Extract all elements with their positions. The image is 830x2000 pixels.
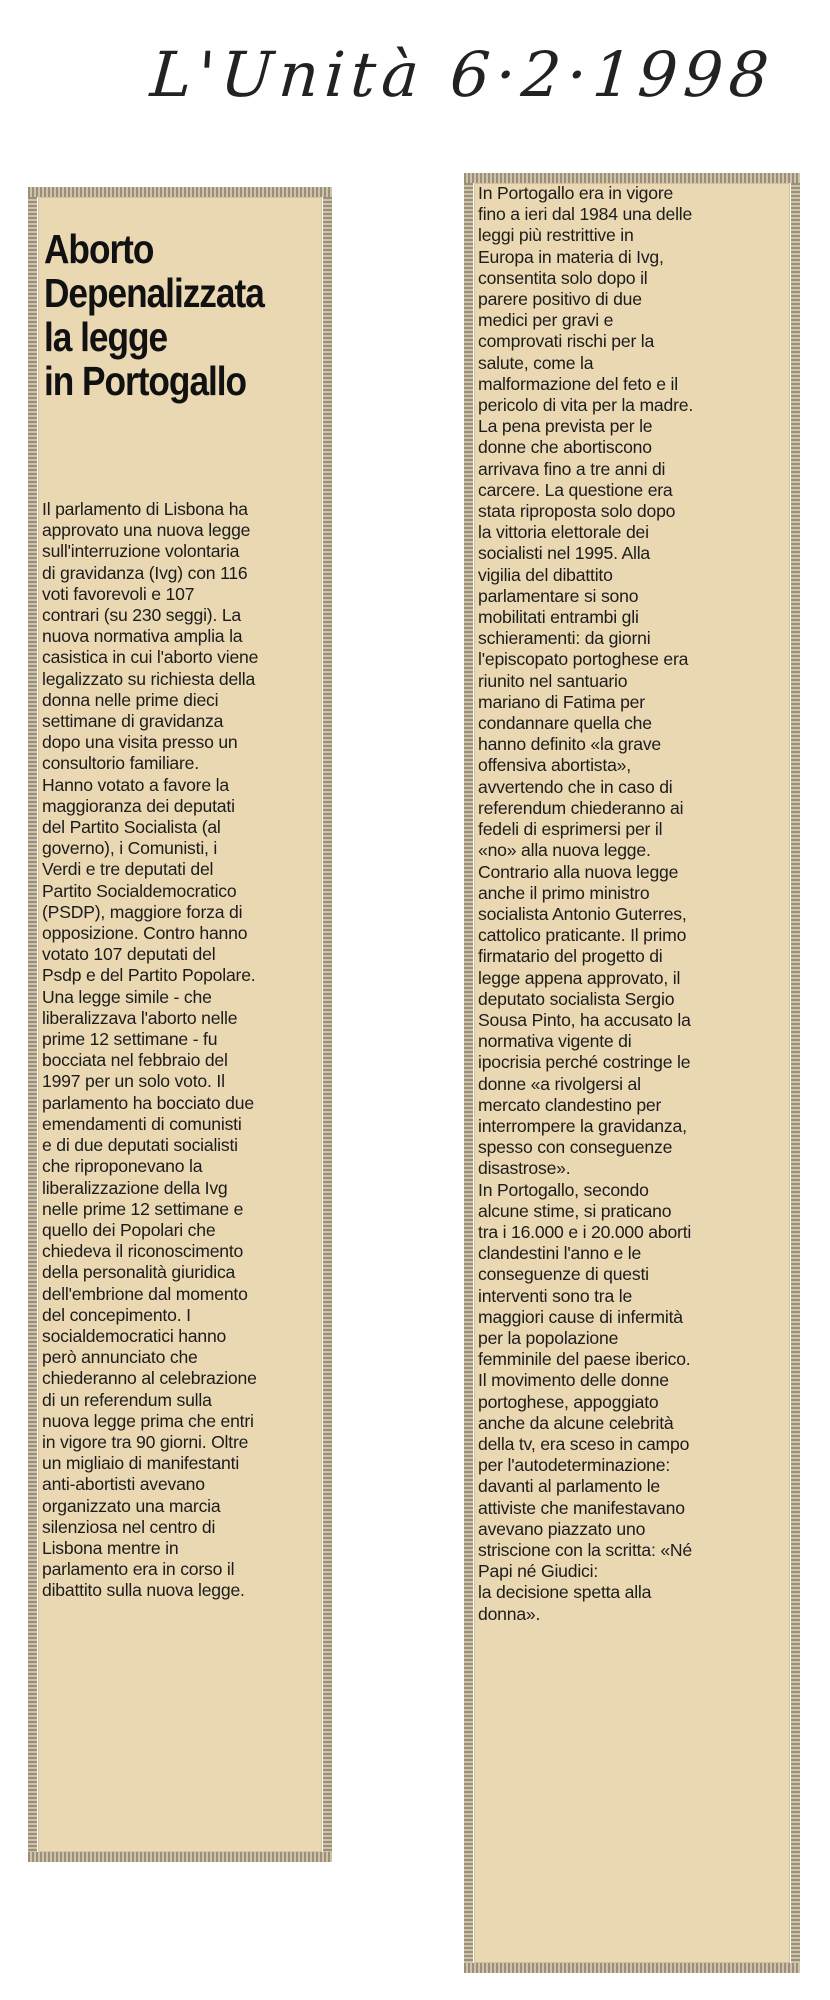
article-column-1: Il parlamento di Lisbona ha approvato una nuova legge sull'interruzione volontaria di gravidanza (Ivg) con 116 voti favorevoli e 107 contrari (su 230 seggi). La nuova normativa amplia la casistica in cui l'aborto viene legalizzato su richiesta della donna nelle prime dieci settimane di gravidanza dopo una visita presso un consultorio familiare. Hanno votato a favore la maggioranza dei deputati del Partito Socialista (al governo), i Comunisti, i Verdi e tre deputati del Partito Socialdemocratico (PSDP), maggiore forza di opposizione. Contro hanno votato 107 deputati del Psdp e del Partito Popolare. Una legge simile - che liberalizzava l'aborto nelle prime 12 settimane - fu bocciata nel febbraio del 1997 per un solo voto. Il parlamento ha bocciato due emendamenti di comunisti e di due deputati socialisti che riproponevano la liberalizzazione della Ivg nelle prime 12 settimane e quello dei Popolari che chiedeva il riconoscimento della personalità giuridica dell'embrione dal momento del concepimento. I socialdemocratici hanno però annunciato che chiederanno al celebrazione di un referendum sulla nuova legge prima che entri in vigore tra 90 giorni. Oltre un migliaio di manifestanti anti-abortisti avevano organizzato una marcia silenziosa nel centro di Lisbona mentre in parlamento era in corso il dibattito sulla nuova legge. bbox=[42, 499, 259, 1601]
article-clip-right bbox=[474, 183, 790, 1963]
clip-border-top bbox=[464, 173, 800, 183]
article-headline: Aborto Depenalizzata la legge in Portogallo bbox=[44, 226, 264, 404]
clip-border-bottom bbox=[464, 1963, 800, 1973]
article-column-2: In Portogallo era in vigore fino a ieri dal 1984 una delle leggi più restrittive in Europa in materia di Ivg, consentita solo dopo il parere positivo di due medici per gravi e comprovati rischi per la salute, come la malformazione del feto e il pericolo di vita per la madre. La pena prevista per le donne che abortiscono arrivava fino a tre anni di carcere. La questione era stata riproposta solo dopo la vittoria elettorale dei socialisti nel 1995. Alla vigilia del dibattito parlamentare si sono mobilitati entrambi gli schieramenti: da giorni l'episcopato portoghese era riunito nel santuario mariano di Fatima per condannare quella che hanno definito «la grave offensiva abortista», avvertendo che in caso di referendum chiederanno ai fedeli di esprimersi per il «no» alla nuova legge. Contrario alla nuova legge anche il primo ministro socialista Antonio Guterres, cattolico praticante. Il primo firmatario del progetto di legge appena approvato, il deputato socialista Sergio Sousa Pinto, ha accusato la normativa vigente di ipocrisia perché costringe le donne «a rivolgersi al mercato clandestino per interrompere la gravidanza, spesso con conseguenze disastrose». In Portogallo, secondo alcune stime, si praticano tra i 16.000 e i 20.000 aborti clandestini l'anno e le conseguenze di questi interventi sono tra le maggiori cause di infermità per la popolazione femminile del paese iberico. Il movimento delle donne portoghese, appoggiato anche da alcune celebrità della tv, era sceso in campo per l'autodeterminazione: davanti al parlamento le attiviste che manifestavano avevano piazzato uno striscione con la scritta: «Né Papi né Giudici: la decisione spetta alla donna». bbox=[478, 183, 694, 1624]
article-clip-left bbox=[38, 197, 322, 1852]
clip-border-top bbox=[28, 187, 332, 197]
handwritten-source-date: L'Unità 6·2·1998 bbox=[148, 38, 778, 111]
clip-border-bottom bbox=[28, 1852, 332, 1862]
